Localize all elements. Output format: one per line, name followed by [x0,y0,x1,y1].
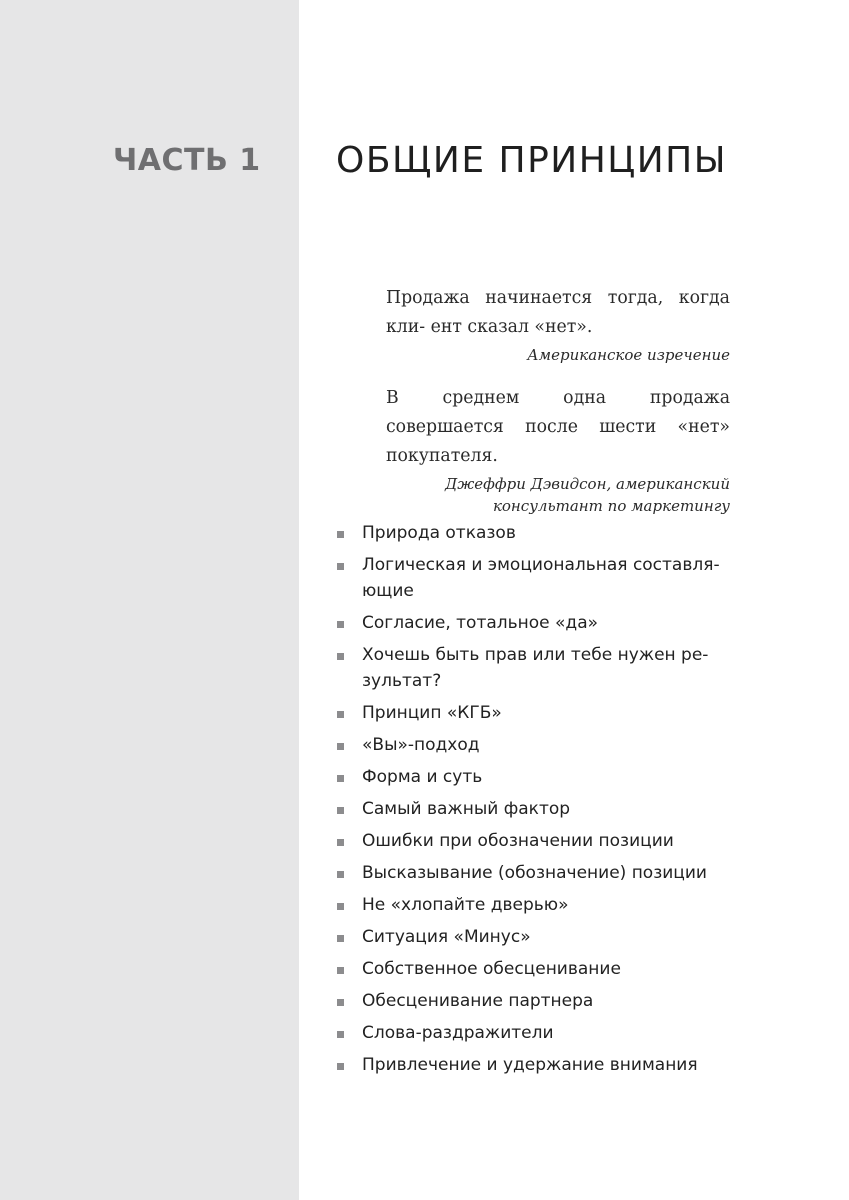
list-item-text: Самый важный фактор [362,799,571,819]
square-bullet-icon [337,839,344,846]
list-item-text: Ситуация «Минус» [362,927,531,947]
list-item-text: Слова-раздражители [362,1023,554,1043]
list-item-text: Ошибки при обозначении позиции [362,831,674,851]
epigraph-source: Американское изречение [527,346,730,364]
epigraph-text: В среднем одна продажа совершается после шести «нет» покупателя. [386,388,730,466]
part-label: ЧАСТЬ 1 [113,143,261,178]
list-item-text: Принцип «КГБ» [362,703,502,723]
list-item [336,956,732,982]
list-item-text: Согласие, тотальное «да» [362,613,599,633]
square-bullet-icon [337,999,344,1006]
side-panel [0,0,299,1200]
square-bullet-icon [337,621,344,628]
topic-list [336,520,732,1084]
list-item-text: Собственное обесценивание [362,959,621,979]
list-item [336,828,732,854]
chapter-title: ОБЩИЕ ПРИНЦИПЫ [336,140,728,181]
square-bullet-icon [337,743,344,750]
list-item [336,892,732,918]
list-item-text: Хочешь быть прав или тебе нужен ре- зультат? [362,645,709,691]
list-item [336,924,732,950]
list-item-text: Не «хлопайте дверью» [362,895,569,915]
list-item [336,1020,732,1046]
square-bullet-icon [337,967,344,974]
list-item [336,796,732,822]
list-item [336,552,732,604]
square-bullet-icon [337,935,344,942]
list-item [336,732,732,758]
list-item-text: Привлечение и удержание внимания [362,1055,698,1075]
epigraphs [386,284,730,517]
square-bullet-icon [337,711,344,718]
list-item [336,700,732,726]
list-item [336,520,732,546]
list-item [336,988,732,1014]
list-item-text: Обесценивание партнера [362,991,594,1011]
list-item [336,642,732,694]
square-bullet-icon [337,807,344,814]
square-bullet-icon [337,1063,344,1070]
list-item-text: Форма и суть [362,767,483,787]
square-bullet-icon [337,653,344,660]
square-bullet-icon [337,775,344,782]
square-bullet-icon [337,871,344,878]
square-bullet-icon [337,1031,344,1038]
list-item [336,860,732,886]
list-item-text: «Вы»-подход [362,735,480,755]
epigraph-source: Джеффри Дэвидсон, американский консультант по маркетингу [445,475,730,515]
list-item-text: Высказывание (обозначение) позиции [362,863,707,883]
square-bullet-icon [337,563,344,570]
list-item [336,764,732,790]
list-item [336,610,732,636]
list-item-text: Природа отказов [362,523,516,543]
square-bullet-icon [337,531,344,538]
epigraph-text: Продажа начинается тогда, когда кли- ент сказал «нет». [386,288,730,337]
list-item [336,1052,732,1078]
list-item-text: Логическая и эмоциональная составля- ющие [362,555,720,601]
square-bullet-icon [337,903,344,910]
